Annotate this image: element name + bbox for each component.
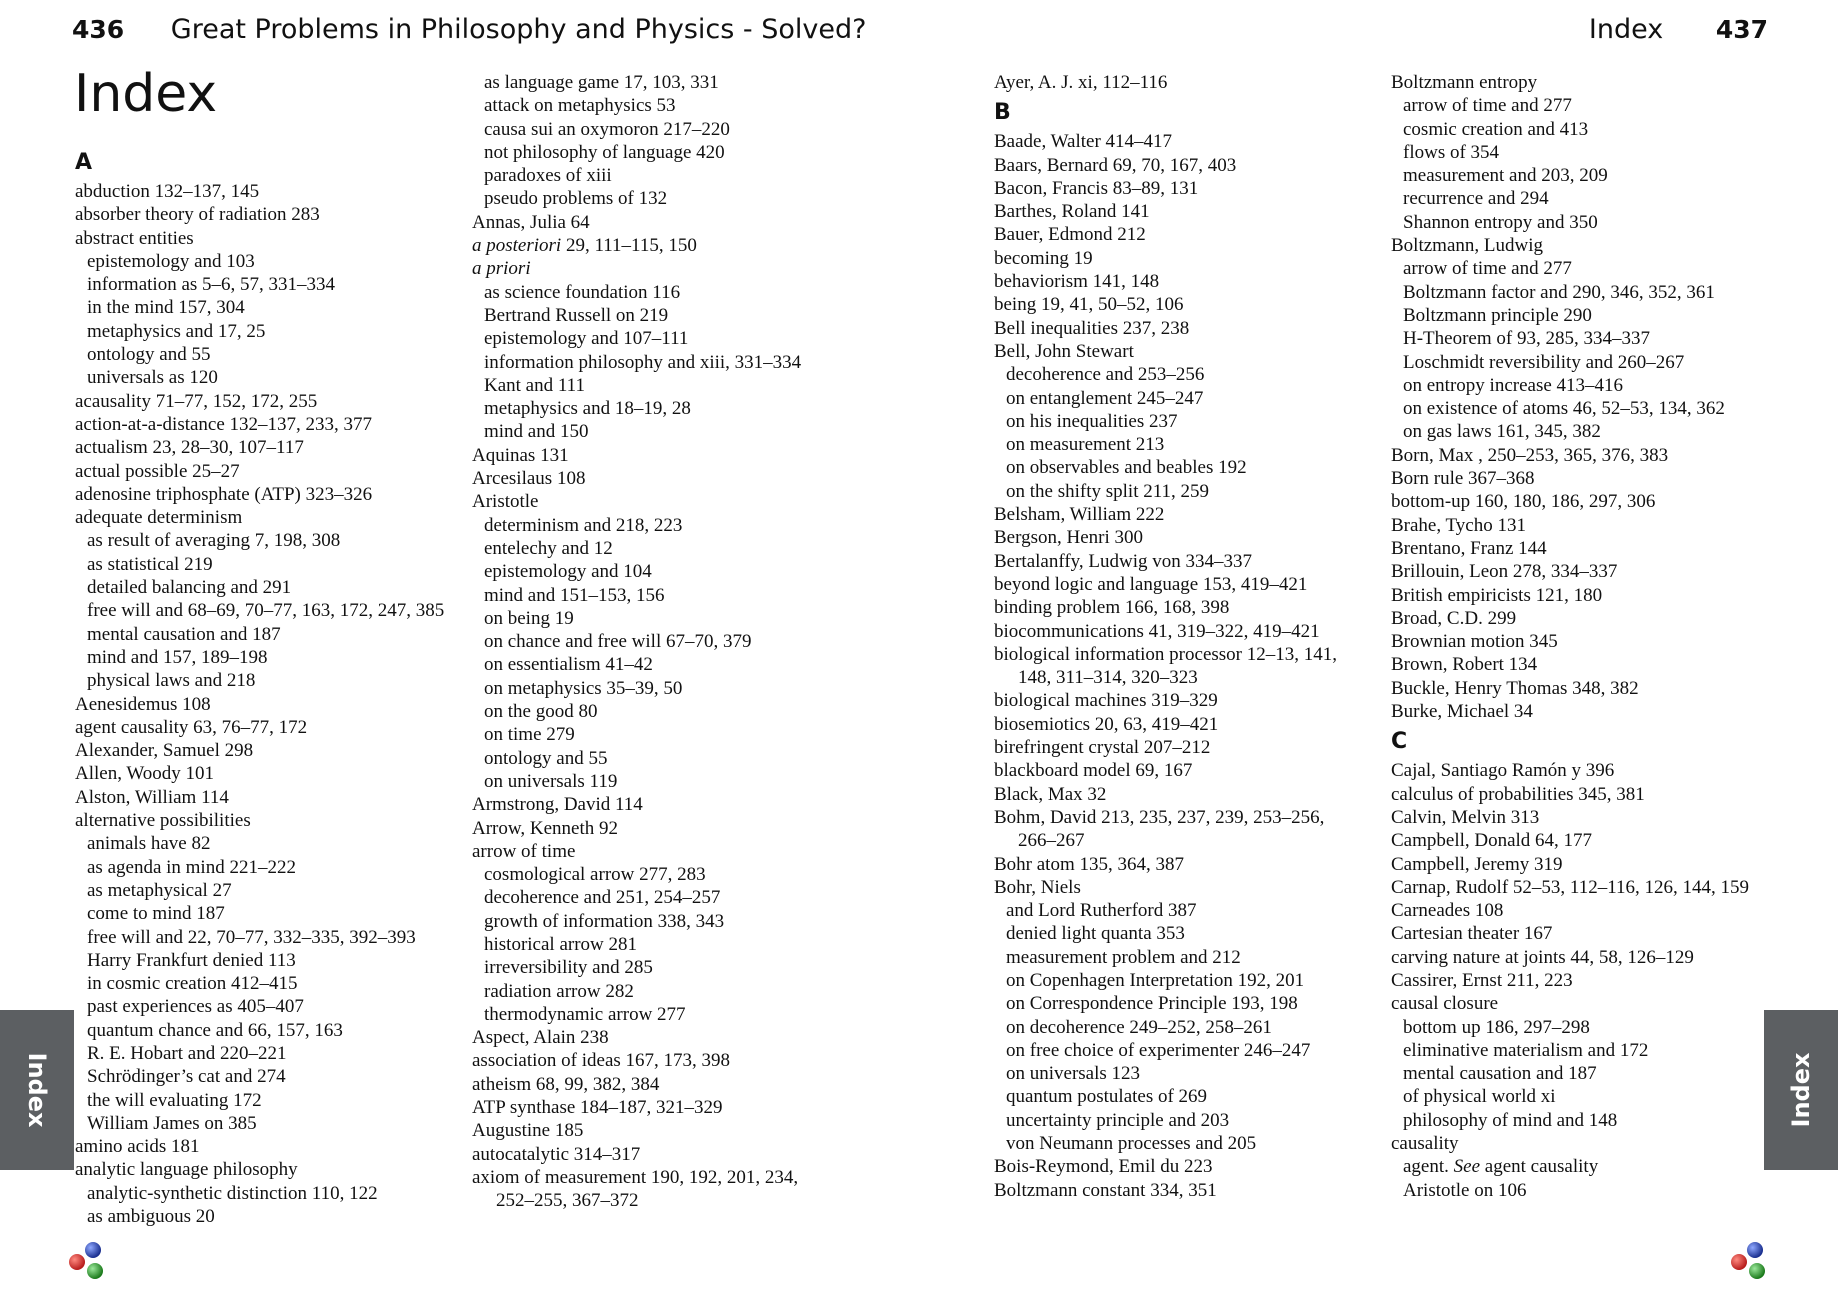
index-entry: arrow of time: [472, 840, 576, 862]
index-entry: Burke, Michael 34: [1391, 701, 1533, 723]
index-subentry: historical arrow 281: [484, 933, 638, 955]
index-subentry: Loschmidt reversibility and 260–267: [1403, 351, 1685, 373]
index-entry: bottom-up 160, 180, 186, 297, 306: [1391, 491, 1656, 513]
index-subentry: R. E. Hobart and 220–221: [87, 1042, 287, 1064]
index-subentry: recurrence and 294: [1403, 188, 1549, 210]
index-subentry: growth of information 338, 343: [484, 910, 725, 932]
index-entry: Augustine 185: [472, 1120, 584, 1142]
index-subentry: mind and 150: [484, 421, 589, 443]
index-entry: binding problem 166, 168, 398: [994, 597, 1230, 619]
index-subentry: on gas laws 161, 345, 382: [1403, 421, 1601, 443]
entry-text: agent.: [1403, 1156, 1454, 1178]
index-entry: Brownian motion 345: [1391, 631, 1558, 653]
index-subentry: ontology and 55: [484, 747, 608, 769]
index-entry: birefringent crystal 207–212: [994, 737, 1211, 759]
index-entry: atheism 68, 99, 382, 384: [472, 1073, 660, 1095]
index-subentry: metaphysics and 18–19, 28: [484, 398, 691, 420]
index-entry: Aenesidemus 108: [75, 693, 211, 715]
index-subentry: physical laws and 218: [87, 670, 256, 692]
index-entry: Alexander, Samuel 298: [75, 740, 254, 762]
index-subentry: cosmological arrow 277, 283: [484, 864, 706, 886]
index-subentry: arrow of time and 277: [1403, 95, 1572, 117]
index-entry: Buckle, Henry Thomas 348, 382: [1391, 677, 1639, 699]
index-subentry: arrow of time and 277: [1403, 258, 1572, 280]
index-entry: Bauer, Edmond 212: [994, 224, 1146, 246]
logo-right-icon: [1728, 1240, 1772, 1284]
index-subentry: Boltzmann principle 290: [1403, 304, 1592, 326]
index-entry: Bois-Reymond, Emil du 223: [994, 1156, 1213, 1178]
index-entry: Calvin, Melvin 313: [1391, 806, 1540, 828]
index-subentry: past experiences as 405–407: [87, 996, 304, 1018]
index-entry: alternative possibilities: [75, 810, 251, 832]
index-subentry: in the mind 157, 304: [87, 297, 245, 319]
index-subentry: cosmic creation and 413: [1403, 118, 1589, 140]
index-entry: Boltzmann entropy: [1391, 72, 1538, 93]
index-subentry: in cosmic creation 412–415: [87, 973, 298, 995]
side-tab-left: [0, 1010, 74, 1170]
index-subentry: on time 279: [484, 724, 575, 746]
logo-left-icon: [66, 1240, 110, 1284]
index-entry: Carneades 108: [1391, 900, 1504, 922]
index-entry: biological machines 319–329: [994, 690, 1218, 712]
index-entry: Aquinas 131: [472, 444, 569, 466]
index-entry: acausality 71–77, 152, 172, 255: [75, 390, 318, 412]
index-subentry: philosophy of mind and 148: [1403, 1109, 1618, 1131]
index-subentry: on chance and free will 67–70, 379: [484, 631, 752, 653]
index-subentry: Aristotle on 106: [1403, 1179, 1527, 1201]
index-entry: Annas, Julia 64: [472, 211, 590, 233]
index-entry: Arrow, Kenneth 92: [472, 817, 618, 839]
index-entry: British empiricists 121, 180: [1391, 584, 1603, 606]
index-subentry: von Neumann processes and 205: [1006, 1133, 1257, 1155]
index-subentry: Schrödinger’s cat and 274: [87, 1066, 286, 1088]
right-page-number: 437: [1715, 15, 1768, 44]
index-entry: Alston, William 114: [75, 786, 229, 808]
index-subentry: quantum postulates of 269: [1006, 1086, 1208, 1108]
index-subentry: on existence of atoms 46, 52–53, 134, 362: [1403, 398, 1725, 420]
index-subentry: measurement problem and 212: [1006, 946, 1241, 968]
italic-term: a priori: [472, 258, 531, 280]
index-entry: Cassirer, Ernst 211, 223: [1391, 969, 1573, 991]
index-entry: actual possible 25–27: [75, 460, 240, 482]
index-entry: becoming 19: [994, 247, 1093, 269]
italic-term: a posteriori: [472, 235, 562, 257]
index-entry: analytic language philosophy: [75, 1159, 298, 1181]
index-entry: Bohm, David 213, 235, 237, 239, 253–256,: [994, 806, 1325, 828]
index-subentry: epistemology and 103: [87, 250, 255, 272]
index-subentry: measurement and 203, 209: [1403, 165, 1608, 187]
index-subentry: Shannon entropy and 350: [1403, 211, 1598, 233]
index-subentry: radiation arrow 282: [484, 980, 634, 1002]
index-subentry: free will and 68–69, 70–77, 163, 172, 247, 385: [87, 600, 445, 622]
page-refs: 29, 111–115, 150: [561, 235, 697, 257]
index-subentry: on measurement 213: [1006, 434, 1165, 456]
index-subentry: as metaphysical 27: [87, 879, 232, 901]
index-subentry: decoherence and 251, 254–257: [484, 887, 721, 909]
index-entry-continuation: 252–255, 367–372: [496, 1190, 639, 1212]
index-subentry: as ambiguous 20: [87, 1206, 215, 1228]
index-entry: Born rule 367–368: [1391, 468, 1535, 490]
index-subentry: mental causation and 187: [1403, 1063, 1597, 1085]
index-entry: Boltzmann, Ludwig: [1391, 235, 1543, 257]
index-subentry: irreversibility and 285: [484, 957, 653, 979]
index-entry: Brown, Robert 134: [1391, 654, 1538, 676]
index-entry: biological information processor 12–13, 141,: [994, 643, 1337, 665]
index-subentry: attack on metaphysics 53: [484, 95, 676, 117]
index-entry: blackboard model 69, 167: [994, 760, 1193, 782]
index-entry: Bell, John Stewart: [994, 340, 1134, 362]
index-entry: carving nature at joints 44, 58, 126–129: [1391, 946, 1694, 968]
index-entry: absorber theory of radiation 283: [75, 204, 320, 226]
side-tab-label: Index: [1787, 1052, 1815, 1128]
index-entry: autocatalytic 314–317: [472, 1143, 641, 1165]
section-title: Index: [1588, 14, 1664, 45]
index-subentry: thermodynamic arrow 277: [484, 1003, 686, 1025]
index-entry: Brentano, Franz 144: [1391, 537, 1547, 559]
index-entry-continuation: 148, 311–314, 320–323: [1018, 667, 1198, 689]
index-subentry: of physical world xi: [1403, 1086, 1556, 1108]
index-subentry: determinism and 218, 223: [484, 514, 683, 536]
index-entry: Bergson, Henri 300: [994, 527, 1143, 549]
index-entry: calculus of probabilities 345, 381: [1391, 783, 1645, 805]
index-subentry: flows of 354: [1403, 141, 1500, 163]
index-entry: Bell inequalities 237, 238: [994, 317, 1190, 339]
index-subentry: metaphysics and 17, 25: [87, 320, 266, 342]
index-entry: Bertalanffy, Ludwig von 334–337: [994, 550, 1253, 572]
book-title: Great Problems in Philosophy and Physics - Solved?: [170, 14, 867, 45]
header-right: [1589, 14, 1768, 45]
index-entry: causality: [1391, 1133, 1459, 1155]
index-entry: Born, Max , 250–253, 365, 376, 383: [1391, 444, 1669, 466]
index-subentry: quantum chance and 66, 157, 163: [87, 1019, 343, 1041]
index-subentry: on decoherence 249–252, 258–261: [1006, 1016, 1272, 1038]
index-subentry: on metaphysics 35–39, 50: [484, 677, 683, 699]
index-subentry: free will and 22, 70–77, 332–335, 392–393: [87, 926, 416, 948]
index-subentry: on universals 119: [484, 770, 618, 792]
index-subentry: on observables and beables 192: [1006, 457, 1247, 479]
index-subentry: Boltzmann factor and 290, 346, 352, 361: [1403, 281, 1715, 303]
index-entry: Baars, Bernard 69, 70, 167, 403: [994, 154, 1237, 176]
index-subentry: animals have 82: [87, 833, 211, 855]
index-subentry: Harry Frankfurt denied 113: [87, 949, 296, 971]
index-subentry: Bertrand Russell on 219: [484, 304, 669, 326]
index-entry: abstract entities: [75, 227, 194, 249]
index-subentry: ontology and 55: [87, 344, 211, 366]
index-entry: actualism 23, 28–30, 107–117: [75, 437, 304, 459]
index-entry: adequate determinism: [75, 507, 243, 529]
index-entry: Belsham, William 222: [994, 504, 1165, 526]
index-entry: Brillouin, Leon 278, 334–337: [1391, 561, 1618, 583]
index-subentry: epistemology and 107–111: [484, 328, 689, 350]
index-subentry: mind and 157, 189–198: [87, 646, 268, 668]
index-column-1: [75, 144, 444, 1228]
index-entry: adenosine triphosphate (ATP) 323–326: [75, 483, 373, 505]
index-subentry: entelechy and 12: [484, 537, 613, 559]
index-subentry: eliminative materialism and 172: [1403, 1039, 1649, 1061]
index-entry: Campbell, Donald 64, 177: [1391, 830, 1593, 852]
index-subentry: not philosophy of language 420: [484, 141, 725, 163]
index-entry: axiom of measurement 190, 192, 201, 234,: [472, 1166, 799, 1188]
index-subentry: and Lord Rutherford 387: [1006, 900, 1197, 922]
index-subentry: Kant and 111: [484, 374, 585, 396]
index-subentry: epistemology and 104: [484, 561, 652, 583]
index-subentry: on being 19: [484, 607, 574, 629]
index-entry: [472, 234, 801, 257]
index-subentry: on the good 80: [484, 701, 598, 723]
index-subentry: on universals 123: [1006, 1063, 1141, 1085]
index-entry: ATP synthase 184–187, 321–329: [472, 1097, 723, 1119]
index-subentry: on entropy increase 413–416: [1403, 374, 1624, 396]
index-subentry: on Copenhagen Interpretation 192, 201: [1006, 969, 1305, 991]
index-subentry: on entanglement 245–247: [1006, 387, 1204, 409]
index-letter-heading: C: [1391, 729, 1408, 755]
index-entry: Broad, C.D. 299: [1391, 607, 1517, 629]
index-subentry: on Correspondence Principle 193, 198: [1006, 993, 1298, 1015]
index-subentry: as language game 17, 103, 331: [484, 72, 719, 93]
index-subentry: come to mind 187: [87, 903, 225, 925]
index-entry: Baade, Walter 414–417: [994, 131, 1173, 153]
index-subentry: causa sui an oxymoron 217–220: [484, 118, 730, 140]
index-entry: Armstrong, David 114: [472, 794, 643, 816]
side-tab-right: [1764, 1010, 1838, 1170]
index-column-3: [994, 71, 1337, 1202]
index-entry: Ayer, A. J. xi, 112–116: [994, 72, 1168, 93]
index-subentry: pseudo problems of 132: [484, 188, 668, 210]
index-subentry: bottom up 186, 297–298: [1403, 1016, 1590, 1038]
index-entry: Aspect, Alain 238: [472, 1027, 609, 1049]
index-entry: Campbell, Jeremy 319: [1391, 853, 1563, 875]
index-subentry: on the shifty split 211, 259: [1006, 480, 1210, 502]
header-left: [72, 14, 866, 45]
index-entry: Cartesian theater 167: [1391, 923, 1553, 945]
see-target: agent causality: [1480, 1156, 1599, 1178]
index-entry: Cajal, Santiago Ramón y 396: [1391, 760, 1615, 782]
index-entry: Carnap, Rudolf 52–53, 112–116, 126, 144, 159: [1391, 876, 1749, 898]
index-entry: causal closure: [1391, 993, 1499, 1015]
index-entry: [472, 257, 801, 280]
index-entry: biosemiotics 20, 63, 419–421: [994, 713, 1219, 735]
index-subentry: information as 5–6, 57, 331–334: [87, 274, 336, 296]
left-page-number: 436: [72, 15, 125, 44]
index-subentry: [1391, 1155, 1749, 1178]
index-subentry: uncertainty principle and 203: [1006, 1109, 1230, 1131]
index-entry: Arcesilaus 108: [472, 468, 586, 490]
index-column-4: [1391, 71, 1749, 1202]
index-subentry: detailed balancing and 291: [87, 577, 292, 599]
index-entry: Allen, Woody 101: [75, 763, 215, 785]
index-entry: Black, Max 32: [994, 783, 1107, 805]
index-subentry: denied light quanta 353: [1006, 923, 1185, 945]
index-subentry: mental causation and 187: [87, 623, 281, 645]
index-entry: Boltzmann constant 334, 351: [994, 1179, 1217, 1201]
index-entry: Bacon, Francis 83–89, 131: [994, 177, 1199, 199]
index-subentry: analytic-synthetic distinction 110, 122: [87, 1182, 378, 1204]
index-subentry: the will evaluating 172: [87, 1089, 262, 1111]
index-subentry: as result of averaging 7, 198, 308: [87, 530, 341, 552]
index-subentry: William James on 385: [87, 1112, 257, 1134]
index-subentry: mind and 151–153, 156: [484, 584, 665, 606]
index-entry: Bohr, Niels: [994, 876, 1081, 898]
index-entry: amino acids 181: [75, 1136, 200, 1158]
index-letter-heading: A: [75, 150, 93, 175]
index-entry: agent causality 63, 76–77, 172: [75, 716, 308, 738]
index-entry: being 19, 41, 50–52, 106: [994, 294, 1184, 316]
index-entry: action-at-a-distance 132–137, 233, 377: [75, 413, 373, 435]
index-subentry: on essentialism 41–42: [484, 654, 653, 676]
index-entry: behaviorism 141, 148: [994, 271, 1160, 293]
page-title: Index: [74, 64, 218, 124]
index-subentry: as statistical 219: [87, 553, 213, 575]
index-subentry: H-Theorem of 93, 285, 334–337: [1403, 328, 1650, 350]
index-letter-heading: B: [994, 100, 1011, 126]
index-entry-continuation: 266–267: [1018, 830, 1085, 852]
see-reference: See: [1453, 1156, 1481, 1178]
index-subentry: paradoxes of xiii: [484, 165, 612, 187]
index-entry: Brahe, Tycho 131: [1391, 514, 1526, 536]
index-entry: biocommunications 41, 319–322, 419–421: [994, 620, 1320, 642]
index-entry: Barthes, Roland 141: [994, 201, 1150, 223]
index-subentry: information philosophy and xiii, 331–334: [484, 351, 802, 373]
index-subentry: on free choice of experimenter 246–247: [1006, 1039, 1311, 1061]
side-tab-label: Index: [23, 1052, 51, 1128]
index-subentry: as science foundation 116: [484, 281, 681, 303]
index-entry: abduction 132–137, 145: [75, 181, 260, 202]
index-subentry: universals as 120: [87, 367, 218, 389]
index-column-2: [472, 71, 801, 1213]
index-entry: Bohr atom 135, 364, 387: [994, 853, 1184, 875]
index-entry: Aristotle: [472, 491, 539, 513]
index-subentry: on his inequalities 237: [1006, 410, 1178, 432]
index-entry: association of ideas 167, 173, 398: [472, 1050, 731, 1072]
index-subentry: decoherence and 253–256: [1006, 364, 1205, 386]
index-entry: beyond logic and language 153, 419–421: [994, 573, 1308, 595]
index-subentry: as agenda in mind 221–222: [87, 856, 296, 878]
